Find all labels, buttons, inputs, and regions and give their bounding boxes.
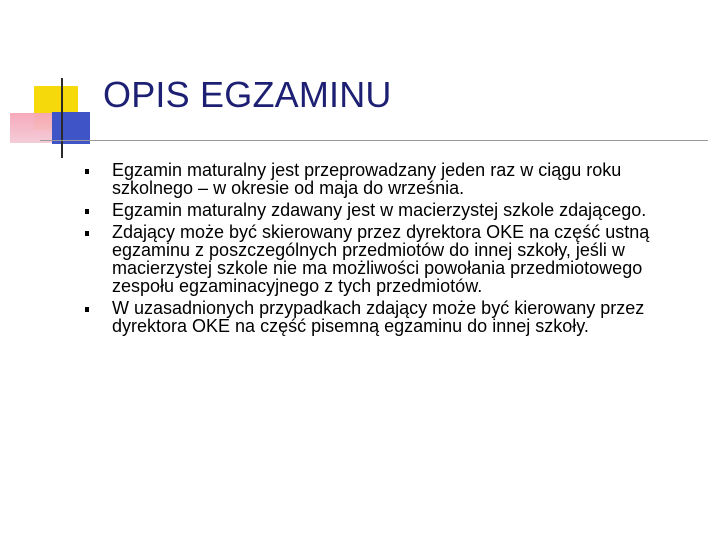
bullet-item [112, 201, 672, 219]
bullet-square-icon [85, 209, 89, 214]
bullet-square-icon [85, 231, 89, 236]
bullet-text: W uzasadnionych przypadkach zdający może być kierowany przez dyrektora OKE na część pisemną egzaminu do innej szkoły. [112, 298, 645, 336]
bullet-list [112, 161, 672, 339]
slide-title: OPIS EGZAMINU [103, 74, 392, 115]
bullet-item [112, 299, 672, 335]
bullet-text: Egzamin maturalny zdawany jest w macierzystej szkole zdającego. [112, 200, 647, 220]
bullet-text: Zdający może być skierowany przez dyrektora OKE na część ustną egzaminu z poszczególnych przedmiotów do innej szkoły, jeśli w macierzystej szkole nie ma możliwości powołania przedmiotowego zespołu egzaminacyjnego z tych przedmiotów. [112, 222, 650, 296]
bullet-item [112, 223, 672, 295]
bullet-square-icon [85, 307, 89, 312]
logo-pink-square [10, 113, 56, 143]
bullet-square-icon [85, 169, 89, 174]
bullet-text: Egzamin maturalny jest przeprowadzany jeden raz w ciągu roku szkolnego – w okresie od maja do września. [112, 160, 622, 198]
logo-vertical-line [61, 78, 63, 158]
title-divider [40, 140, 708, 141]
bullet-item [112, 161, 672, 197]
